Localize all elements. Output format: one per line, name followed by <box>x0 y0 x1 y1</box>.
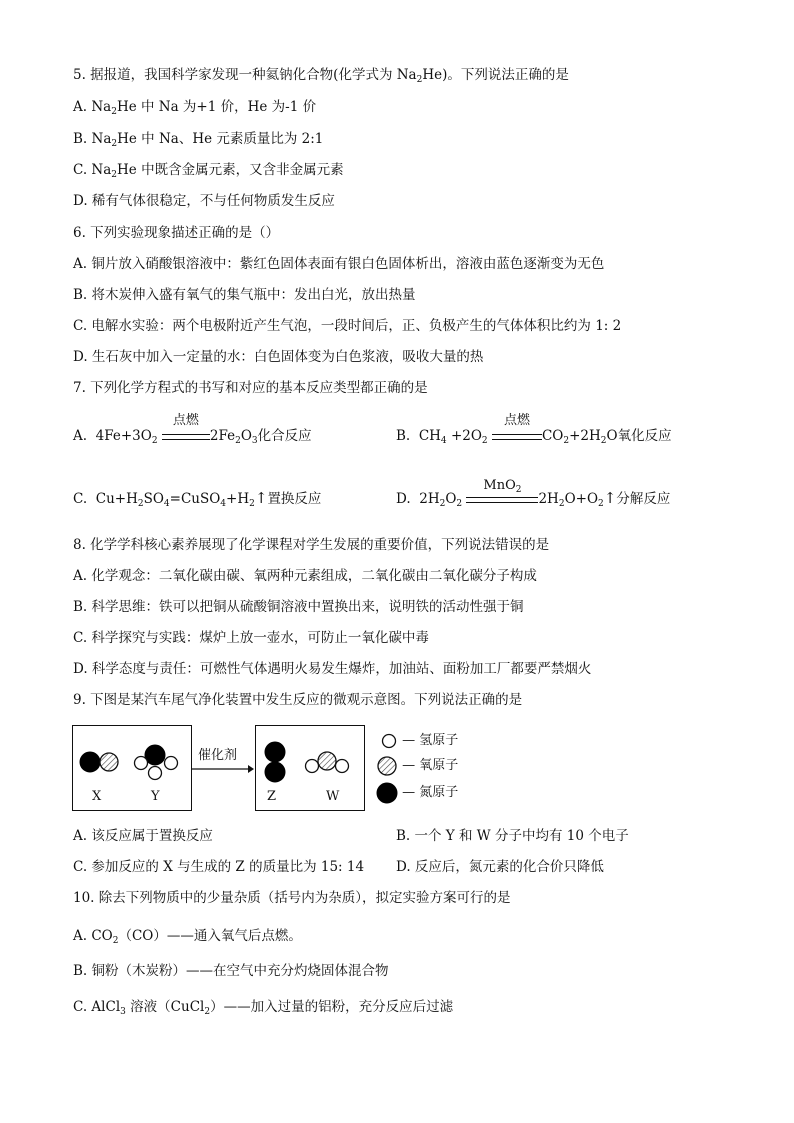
reaction-type: 化合反应 <box>257 428 312 444</box>
gas-arrow: ↑ <box>254 489 268 507</box>
option-label: C. <box>73 491 88 507</box>
gas-arrow: ↑ <box>603 489 617 507</box>
subscript: 4 <box>440 436 447 446</box>
nitrogen-atom <box>265 742 285 762</box>
label-y: Y <box>151 789 160 804</box>
subscript: 2 <box>558 499 565 509</box>
q6-option-a: A. 铜片放入硝酸银溶液中：紫红色固体表面有银白色固体析出，溶液由蓝色逐渐变为无色 <box>73 256 605 272</box>
q10-option-b: B. 铜粉（木炭粉）——在空气中充分灼烧固体混合物 <box>73 963 389 979</box>
equation-text: +H <box>226 491 250 507</box>
equation-text: SO <box>143 491 164 507</box>
equation-text: O <box>606 428 618 444</box>
legend-label: — 氢原子 <box>402 733 459 748</box>
hydrogen-atom <box>336 760 349 773</box>
reaction-type: 分解反应 <box>616 491 671 507</box>
subscript: 2 <box>204 1007 211 1017</box>
subscript: 2 <box>111 170 118 180</box>
label-x: X <box>92 789 102 804</box>
q10-option-c <box>73 998 453 1018</box>
q7-option-d <box>396 477 671 510</box>
equation-text: O <box>445 491 457 507</box>
legend-oxygen <box>376 754 458 777</box>
option-text: B. Na <box>73 131 112 147</box>
reaction-arrow <box>466 477 538 503</box>
double-line <box>466 497 538 503</box>
nitrogen-atom <box>265 762 285 782</box>
subscript: 3 <box>251 436 258 446</box>
nitrogen-atom <box>80 752 100 772</box>
legend-nitrogen <box>376 781 458 804</box>
subscript: 2 <box>598 499 604 509</box>
option-label: A. <box>73 428 88 444</box>
q7-option-b <box>396 412 672 447</box>
subscript: 2 <box>137 499 144 509</box>
subscript: 2 <box>112 936 119 946</box>
subscript: 2 <box>151 436 158 446</box>
q5-stem <box>73 66 569 86</box>
subscript: 2 <box>456 499 463 509</box>
subscript: 2 <box>439 499 446 509</box>
equation-text: +2O <box>446 428 482 444</box>
q6-option-b: B. 将木炭伸入盛有氧气的集气瓶中：发出白光，放出热量 <box>73 287 416 303</box>
option-text: A. Na <box>73 99 112 115</box>
legend-label: — 氮原子 <box>402 785 459 800</box>
q8-stem: 8. 化学学科核心素养展现了化学课程对学生发展的重要价值，下列说法错误的是 <box>73 537 550 553</box>
subscript: 2 <box>111 107 117 117</box>
nitrogen-atom-icon <box>376 782 398 804</box>
subscript: 4 <box>220 499 227 509</box>
q10-option-a <box>73 927 302 947</box>
q5-option-c <box>73 161 344 181</box>
reaction-arrow <box>492 412 542 440</box>
subscript: 2 <box>416 75 423 85</box>
option-text: C. Na <box>73 162 112 178</box>
equation-text: Cu+H <box>95 491 138 507</box>
q8-option-d: D. 科学态度与责任：可燃性气体遇明火易发生爆炸，加油站、面粉加工厂都要严禁烟火 <box>73 661 592 677</box>
arrow-icon <box>192 764 254 774</box>
subscript: 2 <box>111 139 118 149</box>
q5-stem-text-end: He)。下列说法正确的是 <box>422 67 569 83</box>
reactants-molecules <box>73 726 191 810</box>
option-text: A. CO <box>73 928 113 944</box>
reaction-type: 置换反应 <box>267 491 322 507</box>
label-z: Z <box>267 789 277 804</box>
q9-option-b: B. 一个 Y 和 W 分子中均有 10 个电子 <box>396 828 629 844</box>
label-w: W <box>326 789 340 804</box>
q9-stem: 9. 下图是某汽车尾气净化装置中发生反应的微观示意图。下列说法正确的是 <box>73 692 523 708</box>
equation-text: 2H <box>419 491 440 507</box>
subscript: 2 <box>600 436 607 446</box>
option-text: He 中 Na、He 元素质量比为 2:1 <box>117 131 324 147</box>
subscript: 2 <box>249 499 255 509</box>
reaction-condition: 点燃 <box>172 412 199 428</box>
q5-option-b <box>73 130 323 150</box>
q9-option-d: D. 反应后，氮元素的化合价只降低 <box>396 859 604 875</box>
reactants-box <box>72 725 192 811</box>
hydrogen-atom <box>165 757 178 770</box>
option-text: 溶液（CuCl <box>125 999 205 1015</box>
q5-option-d: D. 稀有气体很稳定，不与任何物质发生反应 <box>73 193 335 209</box>
equation-text: O+O <box>564 491 599 507</box>
equation-text: CH <box>418 428 441 444</box>
reaction-condition: 点燃 <box>503 412 530 428</box>
reaction-condition <box>466 477 538 496</box>
equation-text: CO <box>541 428 564 444</box>
legend-hydrogen <box>380 729 458 750</box>
subscript: 2 <box>235 436 241 446</box>
catalyst-arrow <box>192 748 248 768</box>
q5-option-a <box>73 98 316 118</box>
q8-option-b: B. 科学思维：铁可以把铜从硫酸铜溶液中置换出来，说明铁的活动性强于铜 <box>73 599 524 615</box>
q7-stem: 7. 下列化学方程式的书写和对应的基本反应类型都正确的是 <box>73 380 428 396</box>
legend-label: — 氧原子 <box>402 758 459 773</box>
option-text: C. AlCl <box>73 999 121 1015</box>
q10-stem: 10. 除去下列物质中的少量杂质（括号内为杂质），拟定实验方案可行的是 <box>73 890 511 906</box>
equation-text: 2H <box>538 491 559 507</box>
option-text: ）——加入过量的铝粉，充分反应后过滤 <box>210 999 454 1015</box>
equation-text: 2Fe <box>209 428 236 444</box>
q9-option-a: A. 该反应属于置换反应 <box>73 828 213 844</box>
reaction-type: 氧化反应 <box>617 428 672 444</box>
hydrogen-atom <box>135 757 148 770</box>
q7-option-a <box>73 412 312 447</box>
subscript: 2 <box>515 484 522 495</box>
subscript: 3 <box>120 1007 126 1017</box>
equation-text: 4Fe+3O <box>95 428 152 444</box>
q7-option-c <box>73 489 321 510</box>
catalyst-label: 催化剂 <box>198 748 238 763</box>
equation-text: +2H <box>569 428 601 444</box>
q8-option-c: C. 科学探究与实践：煤炉上放一壶水，可防止一氧化碳中毒 <box>73 630 429 646</box>
q5-stem-text: 5. 据报道，我国科学家发现一种氦钠化合物(化学式为 Na <box>73 67 417 83</box>
catalyst-text: MnO <box>483 477 516 493</box>
hydrogen-atom <box>306 760 319 773</box>
hydrogen-atom <box>149 767 162 780</box>
equation-text: O <box>240 428 252 444</box>
reaction-arrow <box>162 412 210 440</box>
option-text: （CO）——通入氧气后点燃。 <box>118 928 302 944</box>
option-text: He 中 Na 为+1 价，He 为-1 价 <box>116 99 317 115</box>
oxygen-atom <box>318 752 336 770</box>
subscript: 2 <box>563 436 570 446</box>
q6-option-c: C. 电解水实验：两个电极附近产生气泡，一段时间后，正、负极产生的气体体积比约为 1: 2 <box>73 318 622 334</box>
oxygen-atom <box>100 753 118 771</box>
q6-stem: 6. 下列实验现象描述正确的是（） <box>73 225 280 241</box>
oxygen-atom-icon <box>376 755 398 777</box>
q8-option-a: A. 化学观念：二氧化碳由碳、氧两种元素组成，二氧化碳由二氧化碳分子构成 <box>73 568 537 584</box>
double-line <box>162 434 210 440</box>
option-text: He 中既含金属元素，又含非金属元素 <box>117 162 344 178</box>
products-box <box>255 725 365 811</box>
subscript: 2 <box>481 436 488 446</box>
q6-option-d: D. 生石灰中加入一定量的水：白色固体变为白色浆液，吸收大量的热 <box>73 349 484 365</box>
option-label: B. <box>396 428 411 444</box>
double-line <box>492 434 542 440</box>
equation-text: =CuSO <box>169 491 221 507</box>
subscript: 4 <box>163 499 170 509</box>
hydrogen-atom-icon <box>380 732 398 750</box>
q9-option-c: C. 参加反应的 X 与生成的 Z 的质量比为 15: 14 <box>73 859 365 875</box>
option-label: D. <box>396 491 411 507</box>
